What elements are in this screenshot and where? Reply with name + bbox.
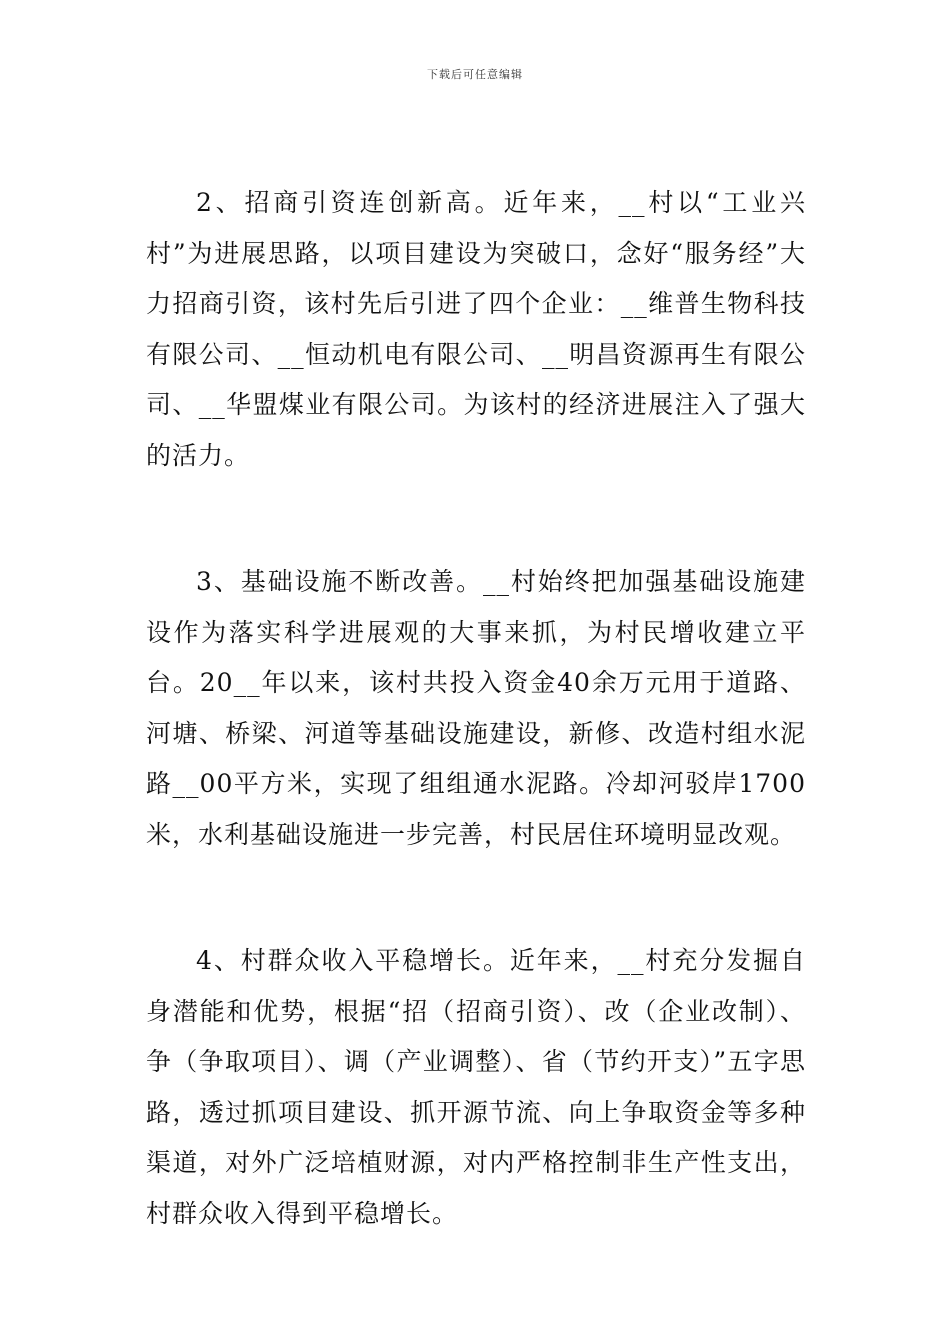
- paragraph-investment: 2、招商引资连创新高。近年来，__村以“工业兴村”为进展思路，以项目建设为突破口，念好“服务经”大力招商引资，该村先后引进了四个企业：__维普生物科技有限公司、__恒动机电有限公司、__明昌资源再生有限公司、__华盟煤业有限公司。为该村的经济进展注入了强大的活力。: [146, 188, 806, 470]
- document-body: [146, 178, 806, 1239]
- page-header: 下载后可任意编辑: [427, 68, 523, 81]
- paragraph-infrastructure: 3、基础设施不断改善。__村始终把加强基础设施建设作为落实科学进展观的大事来抓，为村民增收建立平台。20__年以来，该村共投入资金40余万元用于道路、河塘、桥梁、河道等基础设施建设，新修、改造村组水泥路__00平方米，实现了组组通水泥路。冷却河驳岸1700米，水利基础设施进一步完善，村民居住环境明显改观。: [146, 567, 806, 849]
- paragraph-income: 4、村群众收入平稳增长。近年来，__村充分发掘自身潜能和优势，根据“招（招商引资）、改（企业改制）、争（争取项目）、调（产业调整）、省（节约开支）”五字思路，透过抓项目建设、抓开源节流、向上争取资金等多种渠道，对外广泛培植财源，对内严格控制非生产性支出，村群众收入得到平稳增长。: [146, 946, 806, 1228]
